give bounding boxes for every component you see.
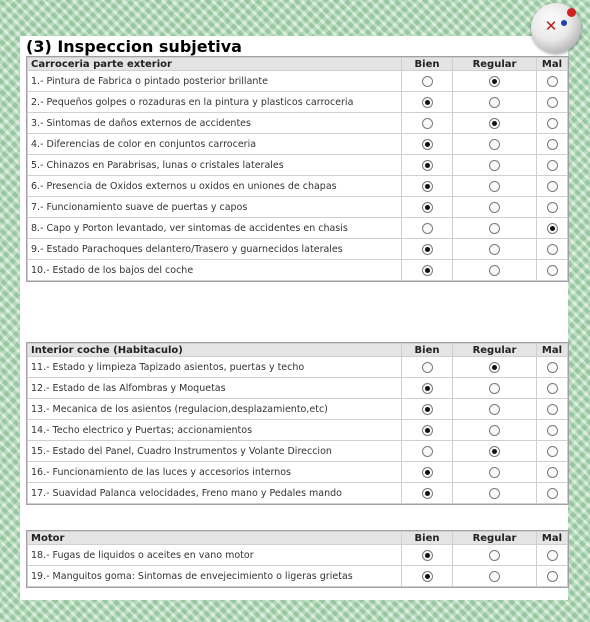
radio-regular[interactable] [489, 488, 500, 499]
radio-bien[interactable] [422, 488, 433, 499]
option-cell-bien [402, 399, 452, 419]
item-label: 1.- Pintura de Fabrica o pintado posterior brillante [28, 71, 401, 91]
radio-mal[interactable] [547, 97, 558, 108]
option-cell-regular [453, 113, 536, 133]
radio-bien[interactable] [422, 139, 433, 150]
option-cell-bien [402, 378, 452, 398]
column-header-regular: Regular [453, 532, 536, 544]
table-row [28, 545, 567, 565]
option-cell-bien [402, 483, 452, 503]
section-heading: Carroceria parte exterior [28, 58, 401, 70]
radio-mal[interactable] [547, 383, 558, 394]
option-cell-mal [537, 420, 567, 440]
radio-regular[interactable] [489, 118, 500, 129]
radio-regular[interactable] [489, 446, 500, 457]
radio-regular[interactable] [489, 76, 500, 87]
radio-bien[interactable] [422, 97, 433, 108]
table-row [28, 197, 567, 217]
option-cell-bien [402, 441, 452, 461]
table-row [28, 462, 567, 482]
option-cell-regular [453, 71, 536, 91]
option-cell-mal [537, 399, 567, 419]
option-cell-regular [453, 218, 536, 238]
item-label: 16.- Funcionamiento de las luces y accesorios internos [28, 462, 401, 482]
item-label: 8.- Capo y Porton levantado, ver sintomas de accidentes en chasis [28, 218, 401, 238]
option-cell-bien [402, 566, 452, 586]
option-cell-bien [402, 92, 452, 112]
option-cell-regular [453, 134, 536, 154]
table-row [28, 420, 567, 440]
item-label: 11.- Estado y limpieza Tapizado asientos, puertas y techo [28, 357, 401, 377]
section-heading: Interior coche (Habitaculo) [28, 344, 401, 356]
item-label: 13.- Mecanica de los asientos (regulacion,desplazamiento,etc) [28, 399, 401, 419]
table-row [28, 113, 567, 133]
radio-mal[interactable] [547, 202, 558, 213]
option-cell-mal [537, 566, 567, 586]
section-table [26, 342, 569, 505]
option-cell-regular [453, 420, 536, 440]
option-cell-mal [537, 92, 567, 112]
option-cell-bien [402, 260, 452, 280]
radio-regular[interactable] [489, 244, 500, 255]
radio-bien[interactable] [422, 446, 433, 457]
item-label: 10.- Estado de los bajos del coche [28, 260, 401, 280]
table-row [28, 378, 567, 398]
radio-bien[interactable] [422, 383, 433, 394]
option-cell-regular [453, 92, 536, 112]
radio-mal[interactable] [547, 446, 558, 457]
column-header-mal: Mal [537, 344, 567, 356]
item-label: 3.- Sintomas de daños externos de accidentes [28, 113, 401, 133]
option-cell-mal [537, 218, 567, 238]
option-cell-bien [402, 420, 452, 440]
table-row [28, 566, 567, 586]
item-label: 18.- Fugas de liquidos o aceites en vano motor [28, 545, 401, 565]
radio-bien[interactable] [422, 118, 433, 129]
option-cell-regular [453, 239, 536, 259]
option-cell-mal [537, 134, 567, 154]
option-cell-regular [453, 462, 536, 482]
radio-mal[interactable] [547, 571, 558, 582]
radio-regular[interactable] [489, 425, 500, 436]
radio-regular[interactable] [489, 223, 500, 234]
option-cell-bien [402, 239, 452, 259]
logo-icon: ✕ [531, 3, 581, 53]
option-cell-regular [453, 483, 536, 503]
column-header-bien: Bien [402, 532, 452, 544]
option-cell-regular [453, 399, 536, 419]
option-cell-mal [537, 462, 567, 482]
radio-bien[interactable] [422, 467, 433, 478]
option-cell-regular [453, 441, 536, 461]
radio-mal[interactable] [547, 425, 558, 436]
option-cell-mal [537, 239, 567, 259]
item-label: 7.- Funcionamiento suave de puertas y capos [28, 197, 401, 217]
option-cell-mal [537, 197, 567, 217]
radio-bien[interactable] [422, 223, 433, 234]
option-cell-mal [537, 260, 567, 280]
section-heading: Motor [28, 532, 401, 544]
option-cell-regular [453, 260, 536, 280]
radio-regular[interactable] [489, 362, 500, 373]
section-table [26, 530, 569, 588]
radio-mal[interactable] [547, 76, 558, 87]
radio-mal[interactable] [547, 550, 558, 561]
option-cell-regular [453, 566, 536, 586]
item-label: 14.- Techo electrico y Puertas; accionamientos [28, 420, 401, 440]
table-row [28, 176, 567, 196]
radio-mal[interactable] [547, 404, 558, 415]
option-cell-mal [537, 155, 567, 175]
page-title: (3) Inspeccion subjetiva [26, 37, 242, 56]
option-cell-mal [537, 357, 567, 377]
column-header-regular: Regular [453, 58, 536, 70]
item-label: 15.- Estado del Panel, Cuadro Instrumentos y Volante Direccion [28, 441, 401, 461]
table-row [28, 483, 567, 503]
table-row [28, 218, 567, 238]
radio-bien[interactable] [422, 265, 433, 276]
radio-bien[interactable] [422, 571, 433, 582]
item-label: 2.- Pequeños golpes o rozaduras en la pintura y plasticos carroceria [28, 92, 401, 112]
option-cell-mal [537, 441, 567, 461]
radio-bien[interactable] [422, 244, 433, 255]
radio-bien[interactable] [422, 160, 433, 171]
table-row [28, 399, 567, 419]
radio-mal[interactable] [547, 139, 558, 150]
radio-regular[interactable] [489, 571, 500, 582]
option-cell-regular [453, 176, 536, 196]
option-cell-bien [402, 545, 452, 565]
table-row [28, 239, 567, 259]
column-header-regular: Regular [453, 344, 536, 356]
option-cell-bien [402, 462, 452, 482]
radio-regular[interactable] [489, 139, 500, 150]
radio-mal[interactable] [547, 118, 558, 129]
option-cell-mal [537, 113, 567, 133]
table-row [28, 134, 567, 154]
radio-bien[interactable] [422, 550, 433, 561]
column-header-mal: Mal [537, 532, 567, 544]
option-cell-regular [453, 357, 536, 377]
table-row [28, 357, 567, 377]
option-cell-mal [537, 545, 567, 565]
option-cell-bien [402, 134, 452, 154]
option-cell-bien [402, 113, 452, 133]
radio-bien[interactable] [422, 362, 433, 373]
radio-mal[interactable] [547, 488, 558, 499]
column-header-bien: Bien [402, 344, 452, 356]
radio-regular[interactable] [489, 550, 500, 561]
radio-mal[interactable] [547, 223, 558, 234]
radio-regular[interactable] [489, 265, 500, 276]
item-label: 6.- Presencia de Oxidos externos u oxidos en uniones de chapas [28, 176, 401, 196]
radio-mal[interactable] [547, 362, 558, 373]
option-cell-bien [402, 71, 452, 91]
column-header-bien: Bien [402, 58, 452, 70]
radio-mal[interactable] [547, 244, 558, 255]
option-cell-mal [537, 378, 567, 398]
radio-bien[interactable] [422, 181, 433, 192]
table-row [28, 441, 567, 461]
option-cell-bien [402, 197, 452, 217]
option-cell-bien [402, 155, 452, 175]
radio-regular[interactable] [489, 160, 500, 171]
item-label: 5.- Chinazos en Parabrisas, lunas o cristales laterales [28, 155, 401, 175]
item-label: 4.- Diferencias de color en conjuntos carroceria [28, 134, 401, 154]
option-cell-bien [402, 218, 452, 238]
radio-bien[interactable] [422, 425, 433, 436]
radio-regular[interactable] [489, 383, 500, 394]
table-row [28, 155, 567, 175]
radio-bien[interactable] [422, 404, 433, 415]
column-header-mal: Mal [537, 58, 567, 70]
radio-regular[interactable] [489, 467, 500, 478]
option-cell-regular [453, 197, 536, 217]
option-cell-regular [453, 155, 536, 175]
option-cell-mal [537, 71, 567, 91]
table-row [28, 71, 567, 91]
radio-bien[interactable] [422, 202, 433, 213]
option-cell-mal [537, 176, 567, 196]
radio-mal[interactable] [547, 160, 558, 171]
radio-regular[interactable] [489, 202, 500, 213]
radio-regular[interactable] [489, 404, 500, 415]
option-cell-regular [453, 545, 536, 565]
radio-mal[interactable] [547, 265, 558, 276]
option-cell-mal [537, 483, 567, 503]
radio-mal[interactable] [547, 467, 558, 478]
radio-bien[interactable] [422, 76, 433, 87]
option-cell-regular [453, 378, 536, 398]
option-cell-bien [402, 176, 452, 196]
radio-regular[interactable] [489, 181, 500, 192]
table-row [28, 260, 567, 280]
radio-regular[interactable] [489, 97, 500, 108]
item-label: 12.- Estado de las Alfombras y Moquetas [28, 378, 401, 398]
radio-mal[interactable] [547, 181, 558, 192]
section-table [26, 56, 569, 282]
item-label: 9.- Estado Parachoques delantero/Trasero y guarnecidos laterales [28, 239, 401, 259]
item-label: 19.- Manguitos goma: Sintomas de envejecimiento o ligeras grietas [28, 566, 401, 586]
option-cell-bien [402, 357, 452, 377]
table-row [28, 92, 567, 112]
item-label: 17.- Suavidad Palanca velocidades, Freno mano y Pedales mando [28, 483, 401, 503]
